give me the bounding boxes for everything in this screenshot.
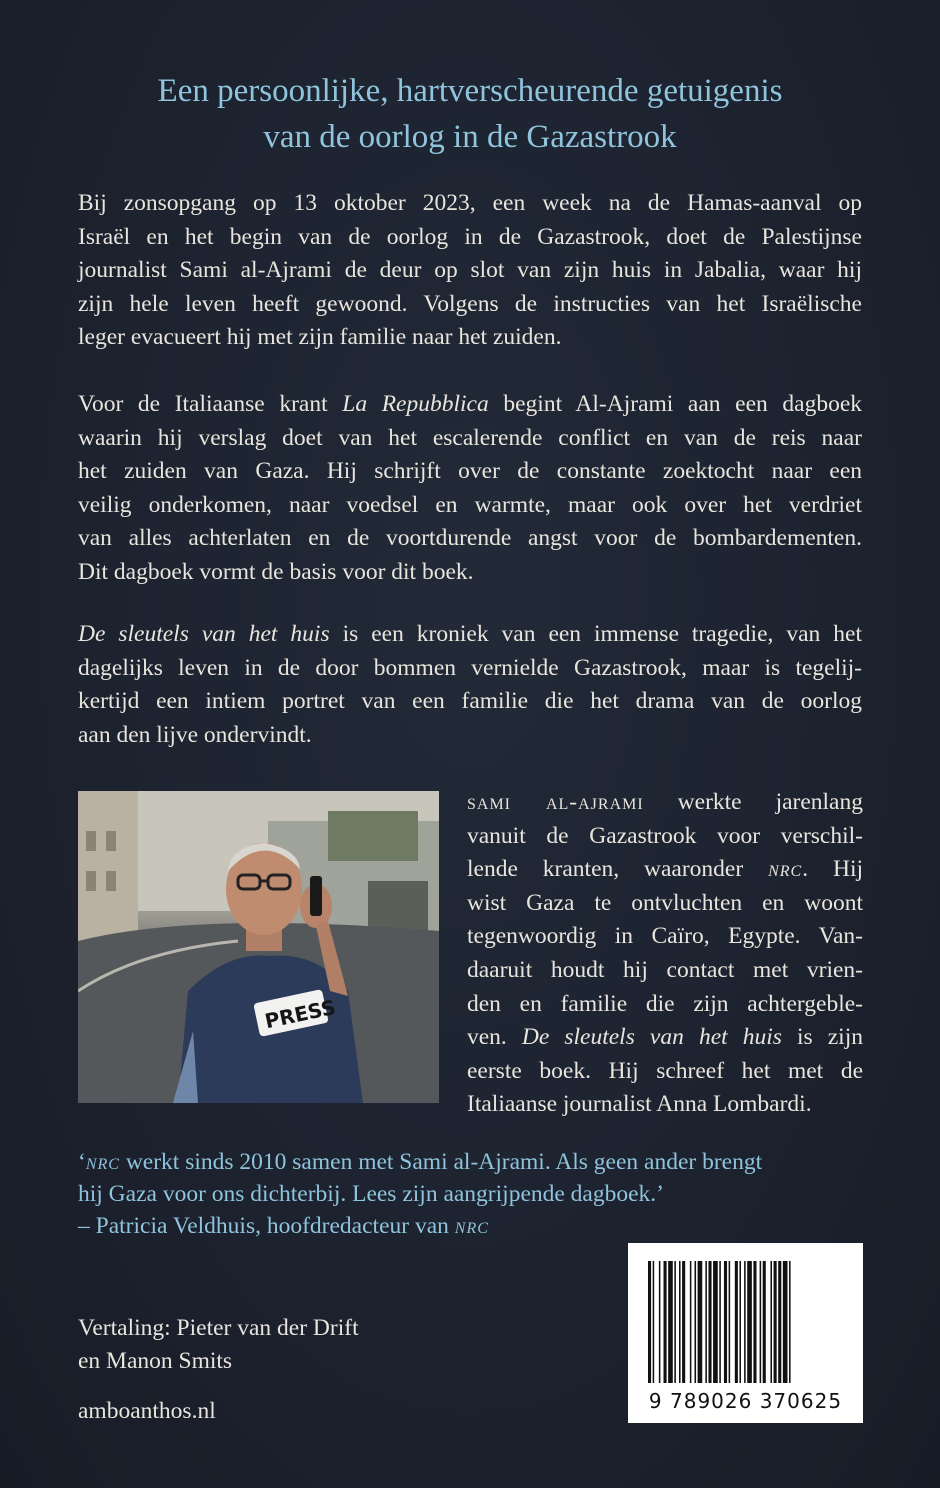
barcode-bar — [783, 1261, 788, 1383]
barcode-bar — [653, 1261, 655, 1383]
barcode-bar — [774, 1261, 777, 1383]
text-line — [467, 1021, 863, 1055]
barcode-bar — [679, 1261, 681, 1383]
text-line: dagelijks leven in de door bommen vernielde Gazastrook, maar is tegelij- — [78, 654, 862, 681]
barcode-bar — [648, 1261, 651, 1383]
vest-press-label: PRESS — [262, 994, 338, 1034]
text-fragment: begint Al-Ajrami aan een dagboek — [488, 391, 863, 417]
newspaper-name: nrc — [768, 856, 803, 883]
text-line — [78, 1146, 868, 1178]
text-line: vanuit de Gazastrook voor verschil- — [467, 822, 863, 849]
text-line: en Manon Smits — [78, 1348, 233, 1374]
text-fragment: werkt sinds 2010 samen met Sami al-Ajrami. Als geen ander brengt — [119, 1149, 763, 1175]
text-line: kertijd een intiem portret van een familie die het drama van de oorlog — [78, 688, 862, 715]
blurb-paragraph-1 — [78, 187, 862, 355]
newspaper-name: nrc — [454, 1213, 489, 1239]
barcode-bar — [760, 1261, 762, 1383]
barcode-bar — [770, 1261, 772, 1383]
text-line: zijn hele leven heeft gewoond. Volgens de instructies van het Israëlische — [78, 290, 862, 317]
barcode-bar — [747, 1261, 752, 1383]
barcode-bar — [664, 1261, 667, 1383]
text-fragment: ‘ — [78, 1149, 86, 1175]
text-line: Vertaling: Pieter van der Drift — [78, 1315, 359, 1341]
text-line: veilig onderkomen, naar voedsel en warmte, maar ook over het verdriet — [78, 491, 862, 518]
barcode-bar — [729, 1261, 731, 1383]
barcode-bar — [698, 1261, 703, 1383]
text-fragment: lende kranten, waaronder — [467, 856, 769, 883]
barcode-bar — [659, 1261, 661, 1383]
barcode-bar — [789, 1261, 791, 1383]
barcode-bar — [753, 1261, 756, 1383]
text-line: eerste boek. Hij schreef het met de — [467, 1057, 863, 1084]
text-line: het zuiden van Gaza. Hij schrijft over de constante zoektocht naar een — [78, 458, 862, 485]
translation-credit — [78, 1312, 359, 1378]
headline — [60, 68, 880, 160]
text-line: hij Gaza voor ons dichterbij. Lees zijn aangrijpende dagboek.’ — [78, 1181, 664, 1207]
text-line — [467, 786, 863, 820]
headline-line: van de oorlog in de Gazastrook — [263, 119, 677, 155]
barcode-bar — [763, 1261, 766, 1383]
barcode-bar — [735, 1261, 738, 1383]
text-line: Israël en het begin van de oorlog in de Gazastrook, doet de Palestijnse — [78, 223, 862, 250]
headline-line: Een persoonlijke, hartverscheurende getuigenis — [157, 73, 783, 109]
barcode-bar — [744, 1261, 746, 1383]
text-fragment: is zijn — [781, 1024, 863, 1051]
review-quote — [78, 1146, 868, 1242]
barcode-bar — [719, 1261, 721, 1383]
text-line: daaruit houdt hij contact met vrien- — [467, 956, 863, 983]
quote-attribution: – Patricia Veldhuis, hoofdredacteur van — [78, 1213, 455, 1239]
book-title: De sleutels van het huis — [521, 1024, 782, 1051]
newspaper-title: La Repubblica — [342, 391, 489, 417]
barcode-bars — [646, 1261, 845, 1383]
barcode-bar — [724, 1261, 727, 1383]
barcode-bar — [695, 1261, 697, 1383]
newspaper-name: nrc — [85, 1149, 120, 1175]
barcode-bar — [778, 1261, 781, 1383]
text-line: den en familie die zijn achtergeble- — [467, 990, 863, 1017]
blurb-paragraph-3 — [78, 618, 862, 752]
barcode-bar — [705, 1261, 707, 1383]
barcode-bar — [713, 1261, 718, 1383]
author-name: sami al-ajrami — [467, 789, 644, 815]
text-fragment: werkte jarenlang — [643, 789, 863, 815]
barcode-bar — [668, 1261, 673, 1383]
barcode-bar — [682, 1261, 685, 1383]
publisher-website: amboanthos.nl — [78, 1398, 216, 1424]
book-title: De sleutels van het huis — [78, 621, 330, 647]
text-fragment: . Hij — [802, 856, 863, 883]
text-line — [78, 1210, 868, 1242]
author-photo-illustration — [78, 791, 439, 1103]
text-line: leger evacueert hij met zijn familie naar het zuiden. — [78, 324, 562, 351]
text-fragment: is een kroniek van een immense tragedie, van het — [329, 621, 862, 647]
barcode-bar — [739, 1261, 741, 1383]
isbn-number: 9 789026 370625 — [648, 1389, 843, 1413]
barcode-bar — [690, 1261, 692, 1383]
barcode-bar — [708, 1261, 711, 1383]
text-fragment: ven. — [467, 1024, 522, 1051]
author-photo — [78, 791, 439, 1103]
text-line: Dit dagboek vormt de basis voor dit boek. — [78, 558, 474, 585]
text-line — [78, 388, 862, 422]
barcode-bar — [674, 1261, 676, 1383]
isbn-barcode — [628, 1243, 863, 1423]
text-line: aan den lijve ondervindt. — [78, 721, 312, 748]
text-line: wist Gaza te ontvluchten en woont — [467, 889, 863, 916]
blurb-paragraph-2 — [78, 388, 862, 590]
text-line: tegenwoordig in Caïro, Egypte. Van- — [467, 923, 863, 950]
text-line — [78, 618, 862, 652]
text-line: Bij zonsopgang op 13 oktober 2023, een week na de Hamas-aanval op — [78, 190, 862, 216]
text-line: van alles achterlaten en de voortdurende angst voor de bombardementen. — [78, 525, 862, 552]
text-line — [467, 853, 863, 887]
text-line: waarin hij verslag doet van het escalerende conflict en van de reis naar — [78, 424, 862, 451]
text-fragment: Voor de Italiaanse krant — [78, 391, 343, 417]
author-bio — [467, 786, 863, 1122]
text-line: Italiaanse journalist Anna Lombardi. — [467, 1091, 812, 1118]
text-line: journalist Sami al-Ajrami de deur op slot van zijn huis in Jabalia, waar hij — [78, 257, 862, 284]
